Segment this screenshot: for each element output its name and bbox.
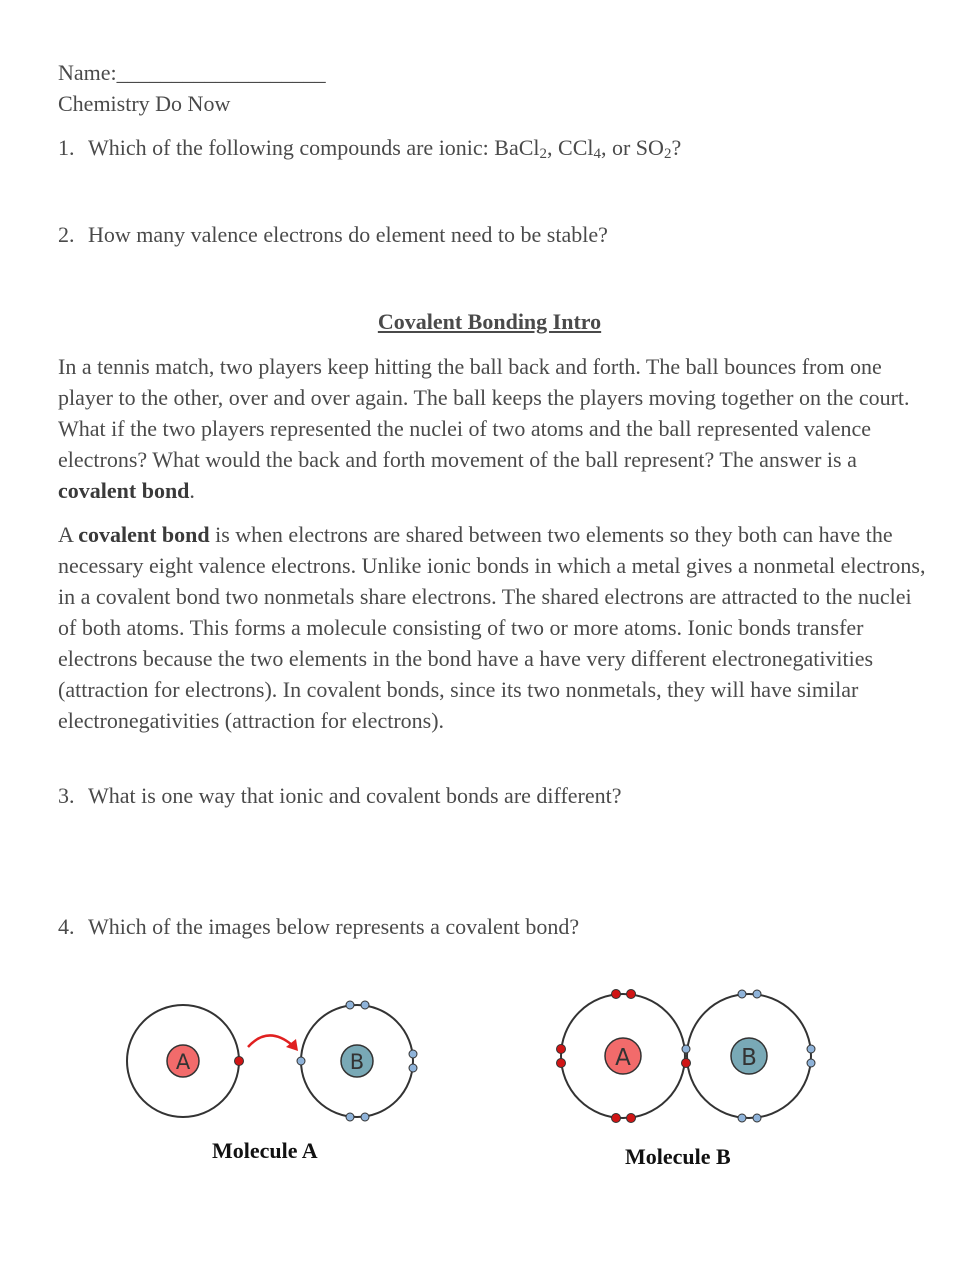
electron: [409, 1050, 417, 1058]
electron: [346, 1001, 354, 1009]
name-field-label: Name:___________________: [58, 60, 326, 85]
bold-term: covalent bond: [58, 478, 190, 503]
question-3: [58, 783, 622, 809]
transferred-electron: [235, 1057, 244, 1066]
electron: [753, 1114, 761, 1122]
transfer-arrow: [248, 1035, 292, 1047]
electron: [627, 1114, 636, 1123]
worksheet-subtitle: Chemistry Do Now: [58, 91, 231, 116]
molecule-b-label: Molecule B: [625, 1144, 731, 1169]
shared-electron: [682, 1059, 691, 1068]
molecule-b-diagram: [552, 985, 827, 1130]
electron: [557, 1059, 566, 1068]
question-number: 1.: [58, 135, 75, 160]
electron: [807, 1059, 815, 1067]
electron: [297, 1057, 305, 1065]
electron: [807, 1045, 815, 1053]
question-1: [58, 135, 681, 161]
electron: [753, 990, 761, 998]
question-4-text: Which of the images below represents a covalent bond?: [88, 914, 580, 939]
electron: [557, 1045, 566, 1054]
definition-paragraph: A covalent bond is when electrons are shared between two elements so they both can have the necessary eight valence electrons. Unlike ionic bonds in which a metal gives a nonmetal electrons, in a covalent bond two nonmetals share electrons. The shared electrons are attracted to the nuclei of both atoms. This forms a molecule consisting of two or more atoms. Ionic bonds transfer electrons because the two elements in the bond have a have very different electronegativities (attraction for electrons). In covalent bonds, since its two nonmetals, they will have similar electronegativities (attraction for electrons).: [58, 522, 926, 733]
question-number: 2.: [58, 222, 75, 247]
atom-a-label: A: [615, 1045, 631, 1071]
section-title: Covalent Bonding Intro: [377, 309, 602, 334]
question-2-text: How many valence electrons do element need to be stable?: [88, 222, 608, 247]
electron: [738, 1114, 746, 1122]
shared-electron: [682, 1045, 690, 1053]
question-number: 4.: [58, 914, 75, 939]
molecule-a-diagram: [120, 995, 430, 1130]
electron: [361, 1001, 369, 1009]
electron: [612, 1114, 621, 1123]
electron: [361, 1113, 369, 1121]
question-2: [58, 222, 608, 248]
question-1-text: Which of the following compounds are ionic: BaCl$_2$, CCl$_4$, or $SO_2$?: [88, 135, 682, 162]
molecule-a-label: Molecule A: [212, 1138, 318, 1163]
question-4: [58, 914, 579, 940]
intro-paragraph: In a tennis match, two players keep hitting the ball back and forth. The ball bounces from one player to the other, over and over again. The ball keeps the players moving together on the court. What if the two players represented the nuclei of two atoms and the ball represented valence electrons? What would the back and forth movement of the ball represent? The answer is a covalent bond.: [58, 354, 910, 503]
electron: [738, 990, 746, 998]
electron: [409, 1064, 417, 1072]
bold-term: covalent bond: [78, 522, 210, 547]
atom-b-label: B: [741, 1045, 757, 1071]
atom-a-label: A: [175, 1050, 191, 1074]
atom-b-label: B: [349, 1050, 365, 1074]
question-number: 3.: [58, 783, 75, 808]
electron: [627, 990, 636, 999]
electron: [346, 1113, 354, 1121]
electron: [612, 990, 621, 999]
question-3-text: What is one way that ionic and covalent bonds are different?: [88, 783, 622, 808]
